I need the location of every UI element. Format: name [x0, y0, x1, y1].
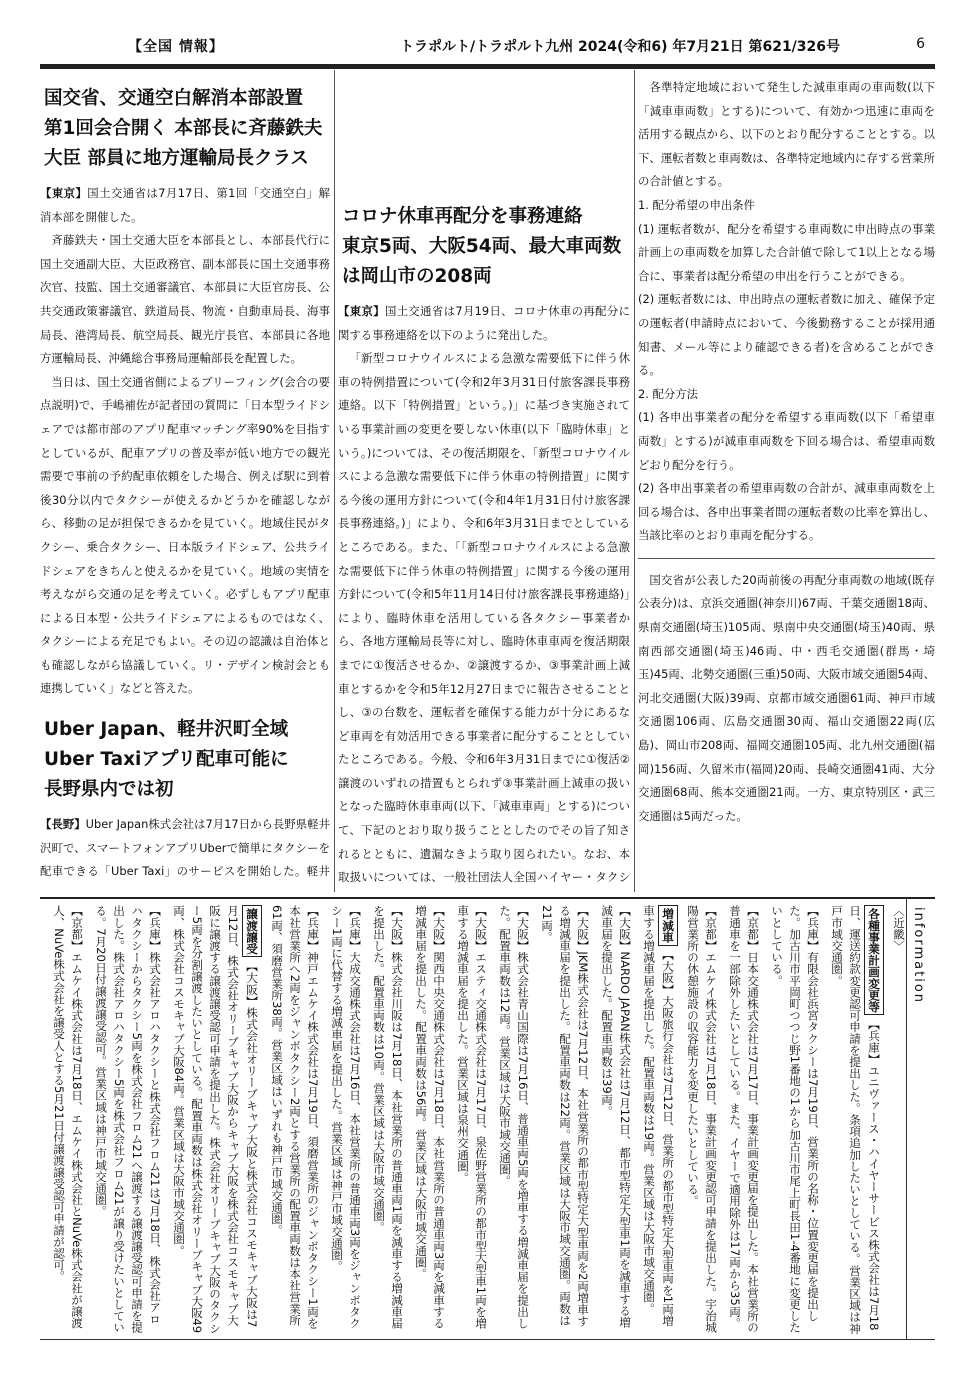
article2-headline: Uber Japan、軽井沢町全域 Uber Taxiアプリ配車可能に 長野県内では初 [44, 719, 289, 801]
information-item-text: 【大阪】株式会社オリーブキャブ大阪と株式会社コスモキャブ大阪は7月12日、株式会社オリーブキャブ大阪からキャブ大阪を株式会社コスモキャブ大阪に譲渡する譲渡譲受認可申請を提出した。株式会社オリーブキャブ大阪のタクシー5両を分割譲渡したいとしている。配置車両数は株式会社オリーブキャブ大阪49両、株式会社コスモキャブ大阪84両。営業区域は大阪市域交通圏。 [172, 905, 259, 1335]
header-rule [40, 64, 935, 69]
information-category-label: 譲渡譲受 [242, 905, 262, 957]
information-item [268, 905, 322, 1335]
article1-headline: 国交省、交通空白解消本部設置 第1回会合開く 本部長に斉藤鉄夫 大臣 部員に地方運輸局長クラス [44, 88, 323, 169]
article1-lead: 【東京】国土交通省は7月17日、第1回「交通空白」解消本部を開催した。 [40, 186, 330, 224]
article3-headline: コロナ休車再配分を事務連絡 東京5両、大阪54両、最大車両数 は岡山市の208両 [342, 206, 622, 287]
information-item-text: 【兵庫】ユニヴァース・ハイヤーサービス株式会社は7月18日、運送約款変更認可申請を提出した。条項追加したいとしている。営業区域は神戸市域交通圏。 [830, 905, 881, 1335]
article1-paragraph: 当日は、国土交通省側によるブリーフィング(会合の要点説明)で、手嶋補佐が記者団の質問に「日本型ライドシェアでは都市部のアプリ配車マッチング率90%を目指すとしているが、配車アプリの普及率が低い地方での観光需要で事前の予約配車依頼をした場合、例えば駅に到着後30分以内でタクシーが使えるかどうかを確認しながら、移動の足が担保できるかを見ていく。地域住民がタクシー、乗合タクシー、日本版ライドシェア、公共ライドシェアをきちんと使えるかを見ていく。地域の実情を考えながら交通の足を考えていく。必ずしもアプリ配車による日本型・公共ライドシェアによるものではなく、タクシーによる充足でもよい。その辺の認識は自治体とも確認しながら協議していく。リ・デザイン検討会とも連携していく」などと答えた。 [40, 374, 330, 696]
article3-paragraph: 「新型コロナウイルスによる急激な需要低下に伴う休車の特例措置について(令和2年3月31日付旅客課長事務連絡。以下「特例措置」という。)」に基づき実施されている事業計画の変更を要しない休車(以下「臨時休車」という。)については、その復活期限を、「新型コロナウイルスによる急激な需要低下に伴う休車の特例措置」に関する今後の運用方針について(令和4年1月31日付け旅客課長事務連絡。)」により、令和6年3月31日までとしているところである。また、「「新型コロナウイルスによる急激な需要低下に伴う休車の特例措置」に関する今後の運用方針について(令和5年11月14日付け旅客課長事務連絡)」により、臨時休車を活用している各タクシー事業者から、各地方運輸局長等に対し、臨時休車車両を復活期限までに①復活させるか、②譲渡するか、③事業計画上減車とするかを令和5年12月27日までに報告させることとし、③の台数を、運転者を確保する能力が十分にあるなど車両を有効活用できる事業者に配分することとしていたところである。今般、令和6年3月31日までに①復活②譲渡のいずれの措置もとられず③事業計画上減車の扱いとなった臨時休車車両(以下、「減車車両」とする)について、下記のとおり取り扱うこととしたのでその旨了知されるとともに、遺漏なきよう取り図られたい。なお、本取扱いについては、一般社団法人全国ハイヤー・タクシ [338, 351, 630, 885]
column-3 [638, 76, 935, 888]
information-item [828, 905, 884, 1335]
article3-paragraph: 各準特定地域において発生した減車車両の車両数(以下「減車車両数」とする)について、有効かつ迅速に車両を活用する観点から、以下のとおり配分することとする。以下、運転者数と車両数は、各準特定地域内に存する営業所の合計値とする。 [638, 80, 935, 189]
information-category-label: 各種事業計画変更等 [864, 905, 884, 1015]
information-item-text: 【大阪】株式会社青山国際は7月16日、普通車両5両を増車する増減車届を提出した。配置車両数は12両。営業区域は大阪市域交通圏。 [498, 905, 530, 1329]
article3-item: (1) 運転者数が、配分を希望する車両数に申出時点の事業計画上の車両数を加算した合計値で除して1以上となる場合に、事業者は配分希望の申出を行うことができる。 [638, 221, 935, 283]
page-number: 6 [916, 36, 925, 52]
information-item-text: 【大阪】関西中央交通株式会社は7月18日、本社営業所の普通車両3両を減車する増減車届を提出した。配置車両数は56両。営業区域は大阪市域交通圏。 [414, 905, 446, 1329]
column-1 [40, 76, 330, 888]
information-category-label: 増減車 [658, 905, 678, 946]
column-2 [338, 76, 630, 888]
information-item [768, 905, 822, 1335]
column-divider [634, 70, 635, 892]
information-item-text: 【兵庫】株式会社アロハタクシーと株式会社フロム21は7月18日、株式会社アロハタクシーからタクシー5両を株式会社フロム21へ譲渡する譲渡譲受認可申請を提出した。株式会社アロハタクシー5両を株式会社フロム21が譲り受けたいとしている。7月20日付譲渡譲受認可。営業区域は神戸市域交通圏。 [94, 905, 162, 1334]
information-section [40, 897, 935, 1340]
information-item [50, 905, 86, 1335]
information-item-text: 【大阪】JKM株式会社は7月12日、本社営業所の都市型特定大型車両を2両増車する増減車届を提出した。配置車両数は22両。営業区域は大阪市域交通圏。両数は21両。 [540, 905, 590, 1327]
article3-item: 1. 配分希望の申出条件 [638, 197, 756, 212]
article2-body: 【長野】Uber Japan株式会社は7月17日から長野県軽井沢町で、スマートフォンアプリUberで簡単にタクシーを配車できる「Uber Taxi」のサービスを開始した。軽井 [40, 817, 330, 879]
information-body [48, 905, 908, 1335]
information-item [640, 905, 678, 1335]
information-item-text: 【兵庫】有限会社浜宮タクシーは7月19日、営業所の名称・位置変更届を提出した。加古川市平岡町つつじ野1番地の1から加古川市尾上町長田1-4番地に変更したいとしている。 [770, 905, 820, 1334]
information-item [454, 905, 490, 1335]
information-region: 〈近畿〉 [892, 905, 906, 952]
information-item-text: 【兵庫】大成交通株式会社は7月16日、本社営業所の普通車両3両をジャンボタクシー1両に代替する増減車届を提出した。営業区域は神戸市域交通圏。 [330, 905, 362, 1329]
article3-item: 2. 配分方法 [638, 386, 699, 401]
information-item-text: 【兵庫】神戸エムケイ株式会社は7月19日、須磨営業所のジャンボタクシー1両を本社営業所へ2両をジャンボタクシー2両とする営業所の配置車両数は本社営業所61両、須磨営業所38両。営業区域はいずれも神戸市域交通圏。 [270, 905, 320, 1329]
information-item [538, 905, 592, 1335]
information-item [726, 905, 762, 1335]
section-label: 【全国 情報】 [128, 39, 224, 55]
article3-item: (2) 各申出事業者の希望車両数の合計が、減車車両数を上回る場合は、各申出事業者間の運転者数の比率を算出し、当該比率のとおり車両を配分する。 [638, 481, 935, 543]
section-divider [638, 558, 935, 559]
information-item-text: 【京都】エムケイ株式会社は7月18日、エムケイ株式会社とNuVe株式会社が譲渡人、NuVe株式会社を譲受人とする5月21日付譲渡譲受認可申請が認可。 [52, 905, 84, 1329]
information-item [370, 905, 406, 1335]
article3-closing: 国交省が公表した20両前後の再配分車両数の地域(既存公表分)は、京浜交通圏(神奈川)67両、千葉交通圏18両、県南交通圏(埼玉)105両、県南中央交通圏(埼玉)40両、県南西部交通圏(埼玉)46両、中・西毛交通圏(群馬・埼玉)45両、北勢交通圏(三重)50両、大阪市域交通圏54両、河北交通圏(大阪)39両、京都市域交通圏61両、神戸市域交通圏106両、広島交通圏30両、福山交通圏22両(広島)、岡山市208両、福岡交通圏105両、北九州交通圏(福岡)156両、久留米市(福岡)20両、長崎交通圏41両、大分交通圏68両、熊本交通圏21両。一方、東京特別区・武三交通圏は5両だった。 [638, 572, 935, 823]
information-item [684, 905, 720, 1335]
information-item [496, 905, 532, 1335]
information-item [170, 905, 262, 1335]
information-item [92, 905, 164, 1335]
article3-lead: 【東京】国土交通省は7月19日、コロナ休車の再配分に関する事務連絡を以下のように発出した。 [338, 304, 630, 342]
information-item-text: 【大阪】エスティ交通株式会社は7月17日、泉佐野営業所の都市型大型車1両を増車する増減車届を提出した。営業区域は泉州交通圏。 [456, 905, 488, 1329]
masthead: トラポルト/トラポルト九州 2024(令和6) 年7月21日 第621/326号 [400, 39, 841, 55]
information-item-text: 【京都】エムケイ株式会社は7月18日、事業計画変更認可申請を提出した。宇治城陽営業所の休憩施設の収容能力を変更したいとしている。 [686, 905, 718, 1334]
page-header [40, 30, 935, 64]
information-item [412, 905, 448, 1335]
information-item-text: 【京都】日本交通株式会社は7月17日、事業計画変更届を提出した。本社営業所の普通車を一部除外したいとしている。また、イヤーで適用除外は17両から35両。 [728, 905, 760, 1334]
information-item [328, 905, 364, 1335]
article1-paragraph: 斉藤鉄夫・国土交通大臣を本部長とし、本部長代行に国土交通副大臣、大臣政務官、副本部長に国土交通事務次官、技監、国土交通審議官、本部員に大臣官房長、公共交通政策審議官、鉄道局長、物流・自動車局長、海事局長、港湾局長、航空局長、観光庁長官、本部員に各地方運輸局長、沖縄総合事務局運輸部長を配置した。 [40, 233, 330, 366]
information-item-text: 【大阪】株式会社川阪は7月18日、本社営業所の普通車両1両を減車する増減車届を提出した。配置車両数は10両。営業区域は大阪市域交通圏。 [372, 905, 404, 1329]
information-item [598, 905, 634, 1335]
article3-item: (1) 各申出事業者の配分を希望する車両数(以下「希望車両数」とする)が減車車両数を下回る場合は、希望車両数どおり配分を行う。 [638, 410, 935, 472]
information-item-text: 【大阪】NARDO JAPAN株式会社は7月12日、都市型特定大型車1両を減車する増減車届を提出した。配置車両数は39両。 [600, 905, 632, 1329]
column-divider [334, 70, 335, 892]
information-item-text: 【大阪】大阪旅行会社は7月12日、営業所の都市型特定大型車両を1両増車する増減車届を提出した。配置車両数は19両。営業区域は大阪市域交通圏。 [642, 905, 675, 1327]
article3-item: (2) 運転者数には、申出時点の運転者数に加え、確保予定の運転者(申請時点において、今後勤務することが採用通知書、メール等により確認できる者)を含めることができる。 [638, 292, 935, 378]
information-side-label: information [906, 899, 935, 1339]
